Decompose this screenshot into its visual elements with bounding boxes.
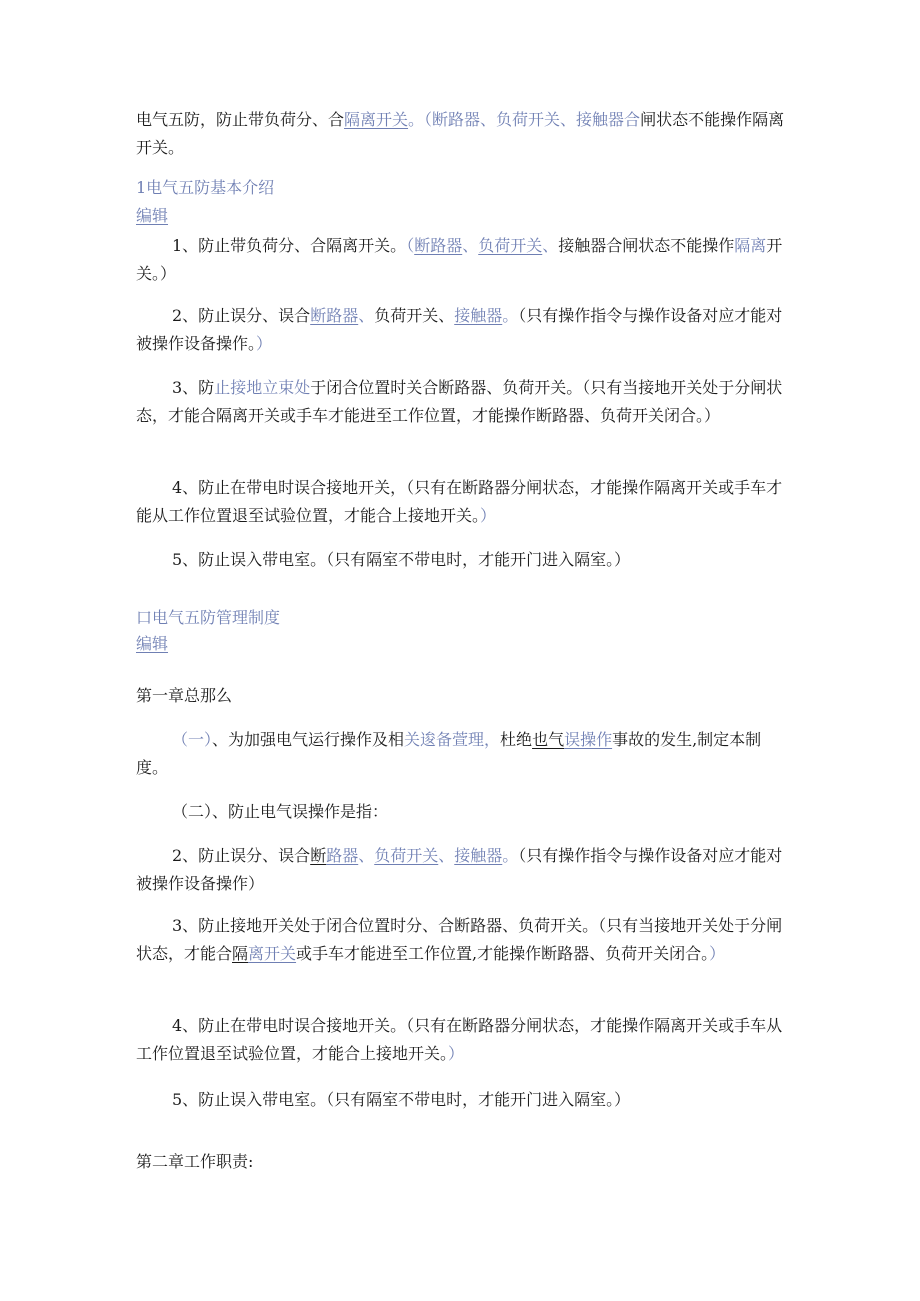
rule-text-blue: （	[406, 236, 415, 255]
policy-item-3	[136, 912, 786, 968]
circuit-breaker-link[interactable]: 路器	[326, 846, 359, 865]
rule-text-blue: 、	[438, 846, 455, 865]
rule-item-2	[136, 302, 786, 358]
isolating-switch-link[interactable]: 离开关	[248, 944, 297, 963]
policy-item-2	[136, 842, 786, 898]
contactor-link[interactable]: 接触器	[454, 846, 503, 865]
isolating-switch-link[interactable]: 隔	[232, 944, 249, 963]
rule-text: 4、防止在带电时误合接地开关。（只有在断路器分闸状态，才能操作隔离开关或手车从工作位置退至试验位置，才能合上接地开关。	[136, 1016, 783, 1063]
load-switch-link[interactable]: 负荷开关	[374, 846, 439, 865]
rule-item-1	[136, 232, 786, 288]
rule-text-blue: 。	[502, 306, 519, 325]
rule-text: 、为加强电气运行操作及相	[212, 730, 405, 749]
rule-text: 杜绝	[500, 730, 533, 749]
policy-item-5: 5、防止误入带电室。（只有隔室不带电时，才能开门进入隔室。）	[172, 1090, 631, 1109]
misoperation-link[interactable]: 误操作	[564, 730, 613, 749]
rule-text-blue: 关逡备萱理，	[404, 730, 501, 749]
rule-text-blue: ）	[709, 944, 726, 963]
rule-text-blue: 隔离	[734, 236, 767, 255]
rule-text-blue: ）	[480, 506, 497, 525]
rule-text: 3、防	[172, 378, 215, 397]
rule-text-blue: 、	[358, 846, 375, 865]
rule-text-blue: 。	[502, 846, 519, 865]
policy-paragraph-1	[136, 726, 786, 782]
chapter-2-title: 第二章工作职责:	[136, 1152, 254, 1171]
contactor-link[interactable]: 接触器	[454, 306, 503, 325]
intro-text: 闸状态不能操作隔离开关。	[136, 110, 785, 157]
rule-text: （只有操作指令与操作设备对应才能对被操作设备操作）	[136, 846, 783, 893]
rule-text: 3、防止接地开关处于闭合位置时分、合断路器、负荷开关。（只有当接地开关处于分闸状态，才能合	[136, 916, 783, 963]
intro-text-blue: 。（断路器、负荷开关、接触器合	[408, 110, 641, 129]
rule-text: 事故的发生,制定本制度。	[136, 730, 762, 777]
rule-text: 4、防止在带电时误合接地开关，（只有在断路器分闸状态，才能操作隔离开关或手车才能从工作位置退至试验位置，才能合上接地开关。	[136, 478, 783, 525]
policy-paragraph-2: （二）、防止电气误操作是指：	[172, 802, 389, 821]
rule-text: （只有操作指令与操作设备对应才能对被操作设备操作。	[136, 306, 783, 353]
rule-text-blue: ）	[448, 1044, 465, 1063]
rule-text: 开关。）	[136, 236, 783, 283]
intro-text: 合	[328, 110, 345, 129]
rule-text-blue: 、	[358, 306, 375, 325]
rule-text-blue: 、	[462, 236, 479, 255]
rule-item-5: 5、防止误入带电室。（只有隔室不带电时，才能开门进入隔室。）	[172, 550, 631, 569]
circuit-breaker-link[interactable]: 断	[310, 846, 327, 865]
rule-text-blue: （一）	[172, 730, 213, 749]
rule-text: 或手车才能进至工作位置,才能操作断路器、负荷开关闭合。	[296, 944, 710, 963]
rule-text: 2、防止误分、误合	[172, 306, 311, 325]
edit-link[interactable]: 编辑	[136, 634, 169, 653]
electric-link[interactable]: 也气	[532, 730, 565, 749]
rule-text: 负荷开关、	[374, 306, 455, 325]
intro-paragraph	[136, 106, 786, 162]
policy-item-4	[136, 1012, 786, 1068]
load-switch-link[interactable]: 负荷开关	[478, 236, 543, 255]
rule-text: 于闭合位置时关合断路器、负荷开关。（只有当接地开关处于分闸状态，才能合隔离开关或手车才能进至工作位置，才能操作断路器、负荷开关闭合。）	[136, 378, 783, 425]
rule-item-4	[136, 474, 786, 530]
section-heading-basic: 1电气五防基本介绍	[136, 178, 275, 197]
rule-text: 接触器合闸状态不能操作	[558, 236, 735, 255]
rule-text-blue: ）	[256, 334, 273, 353]
rule-text: 1、防止带负荷分、合隔离开关。	[172, 236, 407, 255]
rule-item-3	[136, 374, 786, 430]
circuit-breaker-link[interactable]: 断路器	[310, 306, 359, 325]
edit-link[interactable]: 编辑	[136, 206, 169, 225]
isolating-switch-link[interactable]: 隔离开关	[344, 110, 409, 129]
rule-text-blue: 、	[542, 236, 559, 255]
rule-text-blue: 止接地立束处	[214, 378, 311, 397]
intro-text: 电气五防，防止带负荷分、	[136, 110, 329, 129]
section-heading-management: 口电气五防管理制度	[136, 608, 281, 627]
chapter-1-title: 第一章总那么	[136, 686, 233, 705]
rule-text: 2、防止误分、误合	[172, 846, 311, 865]
circuit-breaker-link[interactable]: 断路器	[414, 236, 463, 255]
